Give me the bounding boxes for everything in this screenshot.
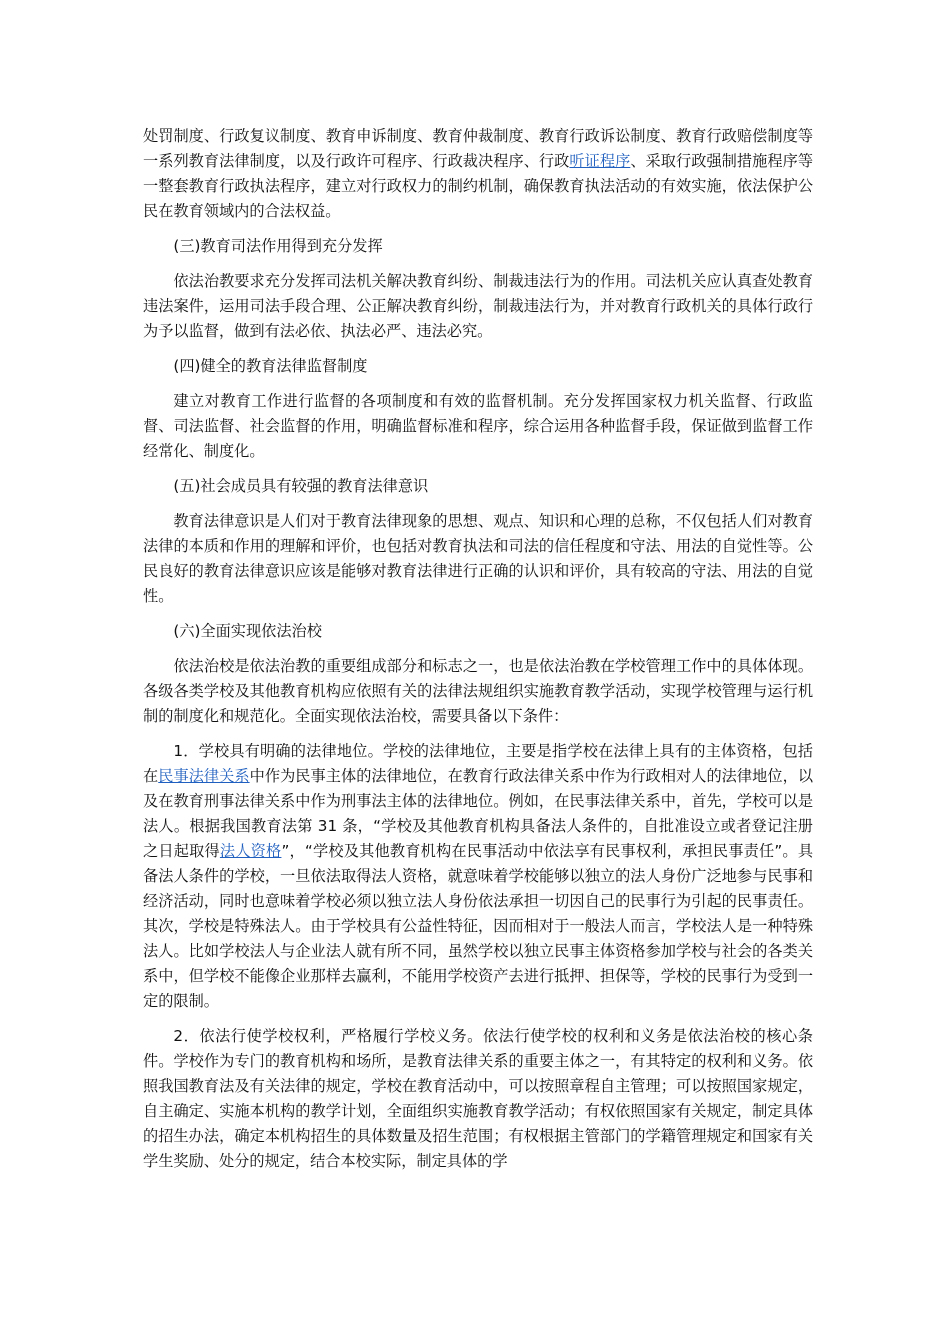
paragraph-text: 教育法律意识是人们对于教育法律现象的思想、观点、知识和心理的总称，不仅包括人们对教育法律的本质和作用的理解和评价，也包括对教育执法和司法的信任程度和守法、用法的自觉性等。公民良好的教育法律意识应该是能够对教育法律进行正确的认识和评价，具有较高的守法、用法的自觉性。 xyxy=(143,512,813,605)
paragraph-text: 中作为民事主体的法律地位，在教育行政法律关系中作为行政相对人的法律地位，以及在教育刑事法律关系中作为刑事法主体的法律地位。例如，在民事法律关系中，首先，学校可以是法人。根据我国教育法第 31 条，“学校及其他教育机构具备法人条件的，自批准设立或者登记注册之日起取得 xyxy=(143,767,814,860)
paragraph-text: 建立对教育工作进行监督的各项制度和有效的监督机制。充分发挥国家权力机关监督、行政监督、司法监督、社会监督的作用，明确监督标准和程序，综合运用各种监督手段，保证做到监督工作经常化、制度化。 xyxy=(143,392,813,460)
paragraph-text: 1．学校具有明确的法律地位。学校的法律地位，主要是指学校在法律上具有的主体资格，包括在 xyxy=(143,742,813,785)
paragraph-text: (三)教育司法作用得到充分发挥 xyxy=(173,237,383,255)
body-paragraph xyxy=(143,509,813,609)
inline-link[interactable]: 听证程序 xyxy=(569,152,631,170)
paragraph-text: (六)全面实现依法治校 xyxy=(173,622,322,640)
inline-link[interactable]: 法人资格 xyxy=(219,842,282,860)
paragraph-text: 依法治教要求充分发挥司法机关解决教育纠纷、制裁违法行为的作用。司法机关应认真查处教育违法案件，运用司法手段合理、公正解决教育纠纷，制裁违法行为，并对教育行政机关的具体行政行为予以监督，做到有法必依、执法必严、违法必究。 xyxy=(143,272,813,340)
paragraph-text: 、采取行政强制措施程序等一整套教育行政执法程序，建立对行政权力的制约机制，确保教育执法活动的有效实施，依法保护公民在教育领域内的合法权益。 xyxy=(143,152,814,220)
paragraph-text: 依法治校是依法治教的重要组成部分和标志之一，也是依法治教在学校管理工作中的具体体现。各级各类学校及其他教育机构应依照有关的法律法规组织实施教育教学活动，实现学校管理与运行机制的制度化和规范化。全面实现依法治校，需要具备以下条件： xyxy=(143,657,813,725)
paragraph-text: (四)健全的教育法律监督制度 xyxy=(173,357,368,375)
paragraph-text: ”，“学校及其他教育机构在民事活动中依法享有民事权利，承担民事责任”。具备法人条件的学校，一旦依法取得法人资格，就意味着学校能够以独立的法人身份广泛地参与民事和经济活动，同时也意味着学校必须以独立法人身份依法承担一切因自己的民事行为引起的民事责任。其次，学校是特殊法人。由于学校具有公益性特征，因而相对于一般法人而言，学校法人是一种特殊法人。比如学校法人与企业法人就有所不同，虽然学校以独立民事主体资格参加学校与社会的各类关系中，但学校不能像企业那样去赢利，不能用学校资产去进行抵押、担保等，学校的民事行为受到一定的限制。 xyxy=(143,842,814,1010)
body-paragraph xyxy=(143,269,813,344)
paragraph-text: 2．依法行使学校权利，严格履行学校义务。依法行使学校的权利和义务是依法治校的核心条件。学校作为专门的教育机构和场所，是教育法律关系的重要主体之一，有其特定的权利和义务。依照我国教育法及有关法律的规定，学校在教育活动中，可以按照章程自主管理；可以按照国家规定，自主确定、实施本机构的教学计划，全面组织实施教育教学活动；有权依照国家有关规定，制定具体的招生办法，确定本机构招生的具体数量及招生范围；有权根据主管部门的学籍管理规定和国家有关学生奖励、处分的规定，结合本校实际，制定具体的学 xyxy=(143,1027,813,1170)
inline-link[interactable]: 民事法律关系 xyxy=(158,767,250,785)
body-paragraph xyxy=(143,619,813,644)
paragraph-text: (五)社会成员具有较强的教育法律意识 xyxy=(173,477,429,495)
paragraph-text: 处罚制度、行政复议制度、教育申诉制度、教育仲裁制度、教育行政诉讼制度、教育行政赔偿制度等一系列教育法律制度，以及行政许可程序、行政裁决程序、行政 xyxy=(143,127,813,170)
body-paragraph xyxy=(143,389,813,464)
body-paragraph xyxy=(143,474,813,499)
body-paragraph xyxy=(143,354,813,379)
body-paragraph xyxy=(143,124,813,224)
body-paragraph xyxy=(143,1024,813,1174)
body-paragraph xyxy=(143,739,813,1014)
body-paragraph xyxy=(143,234,813,259)
body-paragraph xyxy=(143,654,813,729)
document-page xyxy=(143,124,813,1184)
